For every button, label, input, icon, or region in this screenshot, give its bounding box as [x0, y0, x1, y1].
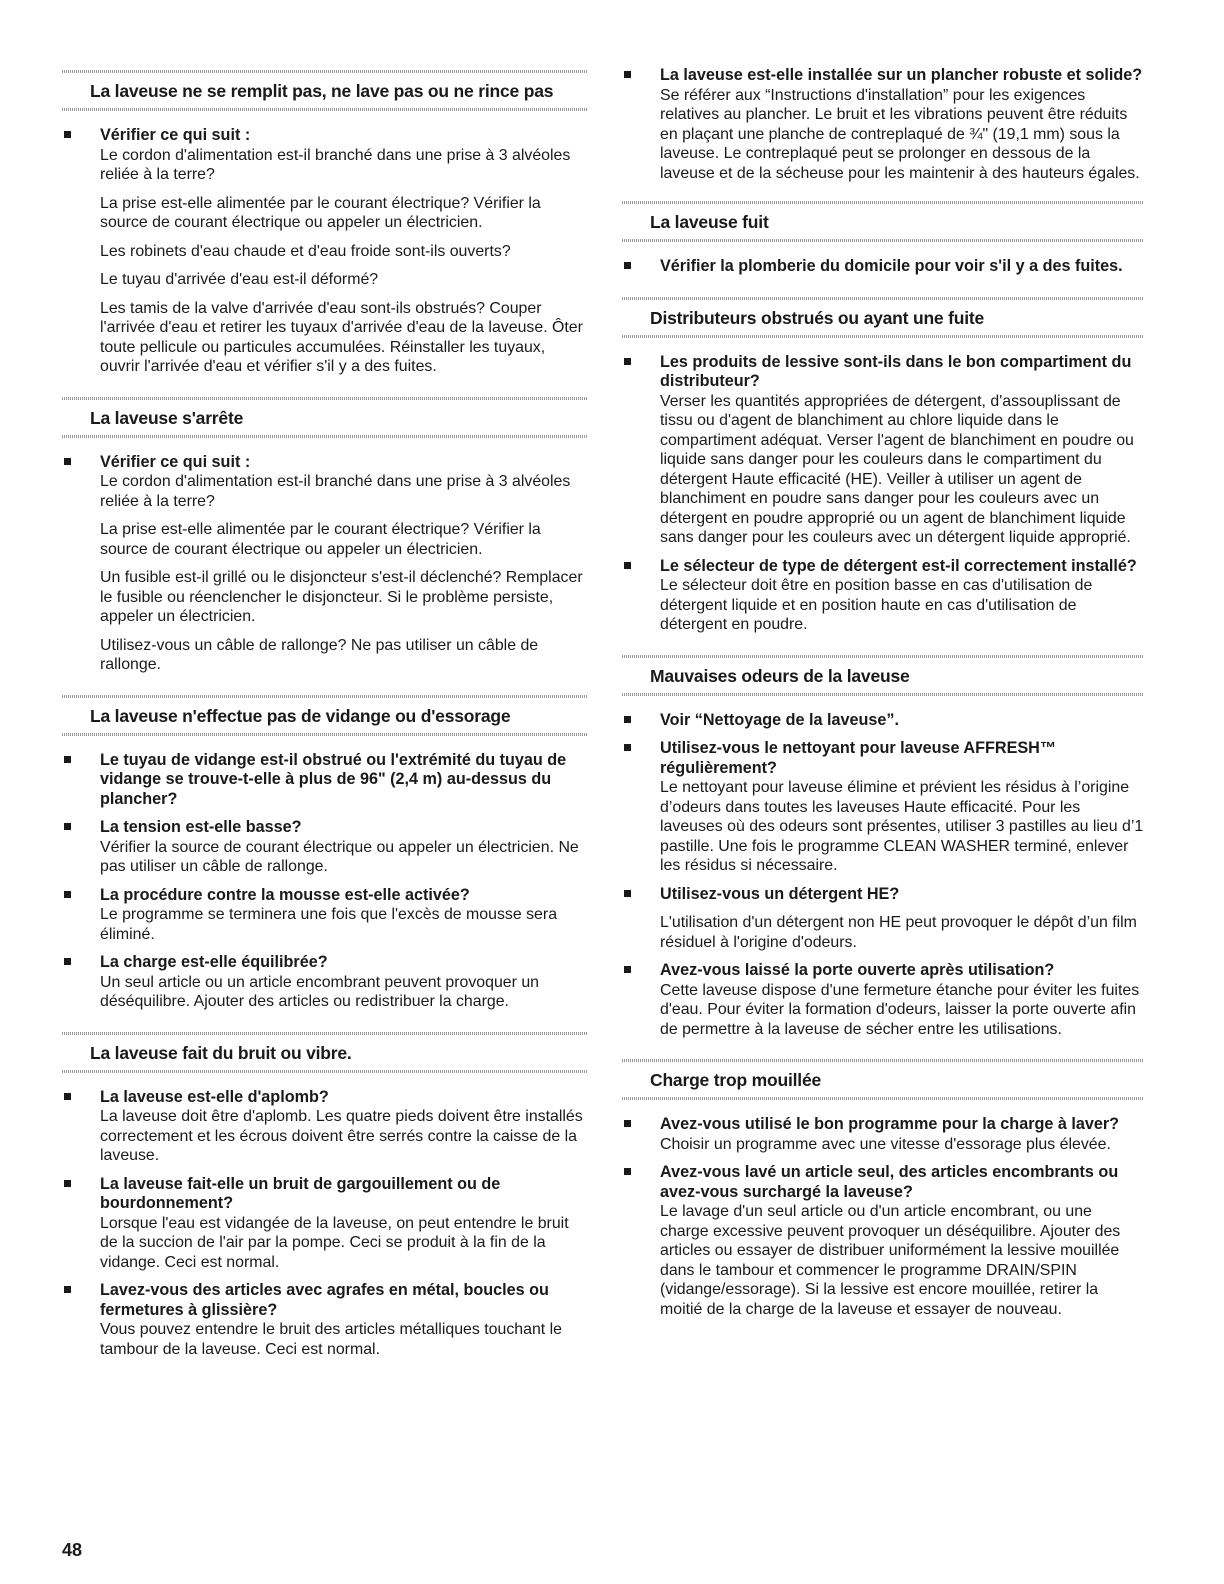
question-text: Utilisez-vous un détergent HE? [660, 884, 900, 903]
section-heading [62, 687, 588, 742]
question-text: La charge est-elle équilibrée? [100, 953, 328, 971]
bullet-icon [624, 71, 631, 78]
checklist-item [622, 1163, 1144, 1319]
left-column [62, 62, 588, 1371]
right-sections [622, 193, 1144, 1319]
checklist-item [62, 453, 588, 675]
answer-text: Le cordon d'alimentation est-il branché dans une prise à 3 alvéoles reliée à la terre? [100, 146, 571, 183]
bullet-icon [624, 562, 631, 569]
answer-text: Utilisez-vous un câble de rallonge? Ne pas utiliser un câble de rallonge. [100, 636, 539, 673]
answer-text: Le cordon d'alimentation est-il branché dans une prise à 3 alvéoles reliée à la terre? [100, 473, 571, 510]
question-text: Avez-vous lavé un article seul, des articles encombrants ou avez-vous surchargé la laveuse? [660, 1163, 1119, 1201]
troubleshooting-section [622, 289, 1144, 635]
answer-text: L'utilisation d'un détergent non HE peut provoquer le dépôt d’un film résiduel à l'origine d'odeurs. [660, 914, 1137, 951]
section-title: Mauvaises odeurs de la laveuse [650, 665, 910, 686]
answer-text: Vérifier la source de courant électrique ou appeler un électricien. Ne pas utiliser un câble de rallonge. [100, 838, 579, 875]
section-title: Charge trop mouillée [650, 1070, 822, 1090]
section-heading [62, 1024, 588, 1079]
bullet-icon [624, 966, 631, 973]
answer-text: Le sélecteur doit être en position basse en cas d'utilisation de détergent liquide et en position haute en cas d'utilisation de détergent en poudre. [660, 577, 1093, 633]
bullet-icon [624, 1168, 631, 1175]
answer-text: Le programme se terminera une fois que l'excès de mousse sera éliminé. [100, 906, 558, 943]
question-text: Le tuyau de vidange est-il obstrué ou l'extrémité du tuyau de vidange se trouve-t-elle à plus de 96" (2,4 m) au-dessus du plancher? [100, 750, 567, 808]
answer-text: Le lavage d'un seul article ou d'un article encombrant, ou une charge excessive peuvent provoquer un déséquilibre. Ajouter des articles ou essayer de distribuer uniformément la lessive mouillée dans le tambour et commencer le programme DRAIN/SPIN (vidange/essorage). Si la lessive est encore mouillée, retirer la moitié de la charge de la laveuse et essayer de nouveau. [660, 1203, 1121, 1318]
bullet-icon [64, 1180, 71, 1187]
section-title: La laveuse s'arrête [90, 407, 244, 428]
answer-text: Verser les quantités appropriées de détergent, d'assouplissant de tissu ou d'agent de blanchiment au chlore liquide dans le compartiment adéquat. Verser l'agent de blanchiment en poudre ou liquide sans danger pour les couleurs dans le compartiment du détergent Haute efficacité (HE). Veiller à utiliser un agent de blanchiment en poudre sans danger pour les couleurs avec un détergent en poudre approprié ou un agent de blanchiment liquide sans danger pour les couleurs avec un détergent liquide approprié. [660, 392, 1134, 546]
answer-text: Les tamis de la valve d'arrivée d'eau sont-ils obstrués? Couper l'arrivée d'eau et retirer les tuyaux d'arrivée d'eau de la laveuse. Ôter toute pellicule ou particules accumulées. Réinstaller les tuyaux, ouvrir l'arrivée d'eau et vérifier s'il y a des fuites. [100, 299, 583, 375]
section-heading [62, 389, 588, 444]
checklist-item [622, 885, 1144, 953]
troubleshooting-section [62, 1024, 588, 1360]
bullet-icon [624, 1120, 631, 1127]
checklist-item [622, 739, 1144, 876]
section-title: La laveuse fuit [650, 212, 769, 232]
page-number: 48 [62, 1540, 83, 1560]
bullet-icon [64, 131, 71, 138]
question-text: La laveuse est-elle installée sur un plancher robuste et solide? [660, 66, 1143, 84]
checklist-item [62, 126, 588, 377]
bullet-icon [64, 458, 71, 465]
troubleshooting-section [622, 647, 1144, 1040]
question-text: Le sélecteur de type de détergent est-il correctement installé? [660, 556, 1137, 575]
answer-text: Un fusible est-il grillé ou le disjoncteur s'est-il déclenché? Remplacer le fusible ou réenclencher le disjoncteur. Si le problème persiste, appeler un électricien. [100, 569, 583, 625]
section-title: La laveuse n'effectue pas de vidange ou d'essorage [90, 705, 511, 726]
bullet-icon [64, 1286, 71, 1293]
answer-text: Vous pouvez entendre le bruit des articles métalliques touchant le tambour de la laveuse. Ceci est normal. [100, 1321, 562, 1358]
answer-text: Le nettoyant pour laveuse élimine et prévient les résidus à l’origine d’odeurs dans toutes les laveuses Haute efficacité. Pour les laveuses où des odeurs sont présentes, utiliser 3 pastilles au lieu d’1 pastille. Une fois le programme CLEAN WASHER terminé, enlever les résidus si nécessaire. [660, 779, 1144, 874]
question-text: Les produits de lessive sont-ils dans le bon compartiment du distributeur? [660, 352, 1132, 390]
answer-text: Un seul article ou un article encombrant peuvent provoquer un déséquilibre. Ajouter des articles ou redistribuer la charge. [100, 973, 540, 1010]
answer-text: La prise est-elle alimentée par le courant électrique? Vérifier la source de courant électrique ou appeler un électricien. [100, 521, 541, 558]
checklist-item [622, 711, 1144, 731]
bullet-icon [624, 358, 631, 365]
question-text: La procédure contre la mousse est-elle activée? [100, 885, 470, 904]
question-text: Vérifier ce qui suit : [100, 126, 251, 144]
answer-text: Le tuyau d'arrivée d'eau est-il déformé? [100, 271, 379, 288]
checklist-item [622, 353, 1144, 548]
question-text: Vérifier la plomberie du domicile pour voir s'il y a des fuites. [660, 257, 1123, 275]
floor-question-item [622, 66, 1144, 183]
checklist-item [62, 953, 588, 1012]
question-text: La laveuse fait-elle un bruit de gargouillement ou de bourdonnement? [100, 1174, 501, 1212]
checklist-item [62, 1281, 588, 1359]
troubleshooting-section [622, 193, 1144, 277]
checklist-item [62, 886, 588, 945]
answer-text: La prise est-elle alimentée par le courant électrique? Vérifier la source de courant électrique ou appeler un électricien. [100, 194, 541, 231]
question-text: Vérifier ce qui suit : [100, 452, 251, 471]
section-title: La laveuse fait du bruit ou vibre. [90, 1042, 352, 1063]
right-column [622, 62, 1144, 1331]
bullet-icon [64, 823, 71, 830]
question-text: Voir “Nettoyage de la laveuse”. [660, 710, 900, 729]
section-heading [622, 193, 1144, 248]
section-heading [62, 62, 588, 117]
bullet-icon [64, 958, 71, 965]
section-title: La laveuse ne se remplit pas, ne lave pas ou ne rince pas [90, 81, 554, 101]
section-heading [622, 289, 1144, 344]
question-text: Avez-vous utilisé le bon programme pour la charge à laver? [660, 1115, 1120, 1133]
question-text: Avez-vous laissé la porte ouverte après utilisation? [660, 961, 1055, 979]
answer-text: Les robinets d'eau chaude et d'eau froide sont-ils ouverts? [100, 242, 511, 260]
checklist-item [622, 257, 1144, 277]
section-heading [622, 1051, 1144, 1106]
answer-text: Cette laveuse dispose d'une fermeture étanche pour éviter les fuites d'eau. Pour éviter la formation d'odeurs, laisser la porte ouverte afin de permettre à la laveuse de sécher entre les utilisations. [660, 981, 1140, 1038]
bullet-icon [64, 1093, 71, 1100]
bullet-icon [64, 756, 71, 763]
bullet-icon [624, 716, 631, 723]
answer-text: Se référer aux “Instructions d'installation” pour les exigences relatives au plancher. Le bruit et les vibrations peuvent être réduits en plaçant une planche de contreplaqué de ¾" (19,1 mm) sous la laveuse. Le contreplaqué peut se prolonger en dessous de la laveuse et de la sécheuse pour les maintenir à des hauteurs égales. [660, 86, 1140, 182]
checklist-item [62, 818, 588, 877]
question-text: Utilisez-vous le nettoyant pour laveuse AFFRESH™ régulièrement? [660, 739, 1057, 777]
answer-text: Choisir un programme avec une vitesse d'essorage plus élevée. [660, 1135, 1111, 1153]
section-heading [622, 647, 1144, 702]
question-text: La laveuse est-elle d'aplomb? [100, 1087, 329, 1106]
question-text: Lavez-vous des articles avec agrafes en métal, boucles ou fermetures à glissière? [100, 1281, 549, 1319]
checklist-item [622, 557, 1144, 635]
bullet-icon [624, 262, 631, 269]
bullet-icon [624, 744, 631, 751]
checklist-item [62, 1088, 588, 1166]
checklist-item [62, 751, 588, 810]
troubleshooting-section [62, 687, 588, 1012]
section-title: Distributeurs obstrués ou ayant une fuite [650, 307, 985, 328]
checklist-item [622, 1115, 1144, 1154]
troubleshooting-section [622, 1051, 1144, 1319]
answer-text: Lorsque l'eau est vidangée de la laveuse, on peut entendre le bruit de la succion de l'air par la pompe. Ceci se produit à la fin de la vidange. Ceci est normal. [100, 1214, 569, 1271]
checklist-item [622, 961, 1144, 1039]
question-text: La tension est-elle basse? [100, 818, 302, 836]
bullet-icon [64, 891, 71, 898]
checklist-item [62, 1175, 588, 1273]
answer-text: La laveuse doit être d'aplomb. Les quatre pieds doivent être installés correctement et les écrous doivent être serrés contre la caisse de la laveuse. [100, 1108, 583, 1164]
troubleshooting-section [62, 389, 588, 675]
bullet-icon [624, 890, 631, 897]
troubleshooting-section [62, 62, 588, 377]
